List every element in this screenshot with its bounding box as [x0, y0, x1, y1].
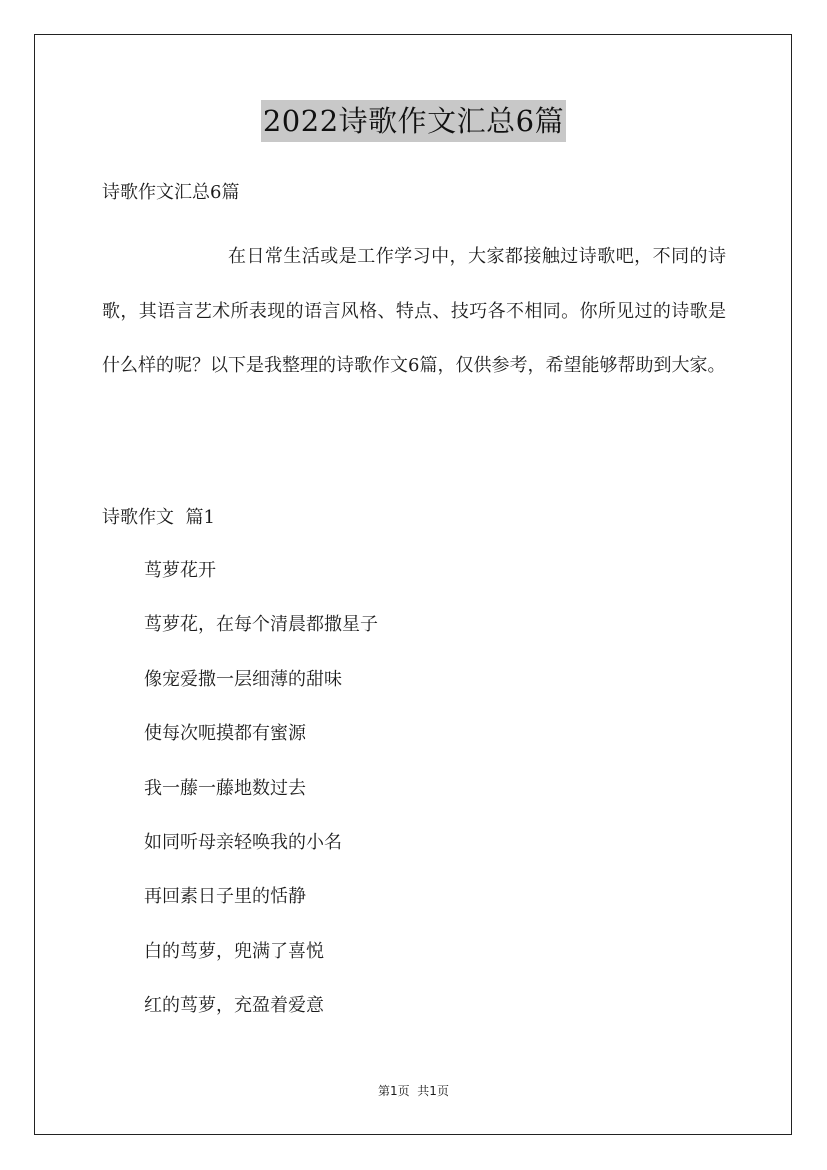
poem-line: 像宠爱撒一层细薄的甜味	[144, 668, 342, 690]
poem-line: 茑萝花，在每个清晨都撒星子	[144, 614, 378, 636]
poem-line: 茑萝花开	[144, 560, 216, 581]
poem-line: 白的茑萝，兜满了喜悦	[144, 940, 324, 962]
document-subtitle: 诗歌作文汇总6篇	[102, 182, 240, 203]
poem-line: 红的茑萝，充盈着爱意	[144, 995, 324, 1017]
page-footer: 第1页 共1页	[378, 1084, 449, 1098]
poem-line: 再回素日子里的恬静	[144, 886, 306, 908]
document-title: 2022诗歌作文汇总6篇	[261, 100, 566, 142]
poem-line: 如同听母亲轻唤我的小名	[144, 831, 342, 853]
poem-line: 使每次呃摸都有蜜源	[144, 723, 306, 745]
poem-line: 我一藤一藤地数过去	[144, 777, 306, 799]
title-wrap	[0, 100, 827, 142]
section-title: 诗歌作文 篇1	[102, 507, 215, 528]
intro-paragraph: 在日常生活或是工作学习中，大家都接触过诗歌吧，不同的诗歌，其语言艺术所表现的语言风格、特点、技巧各不相同。你所见过的诗歌是什么样的呢？以下是我整理的诗歌作文6篇，仅供参考，希望能够帮助到大家。	[102, 246, 726, 376]
poem	[144, 558, 378, 1048]
